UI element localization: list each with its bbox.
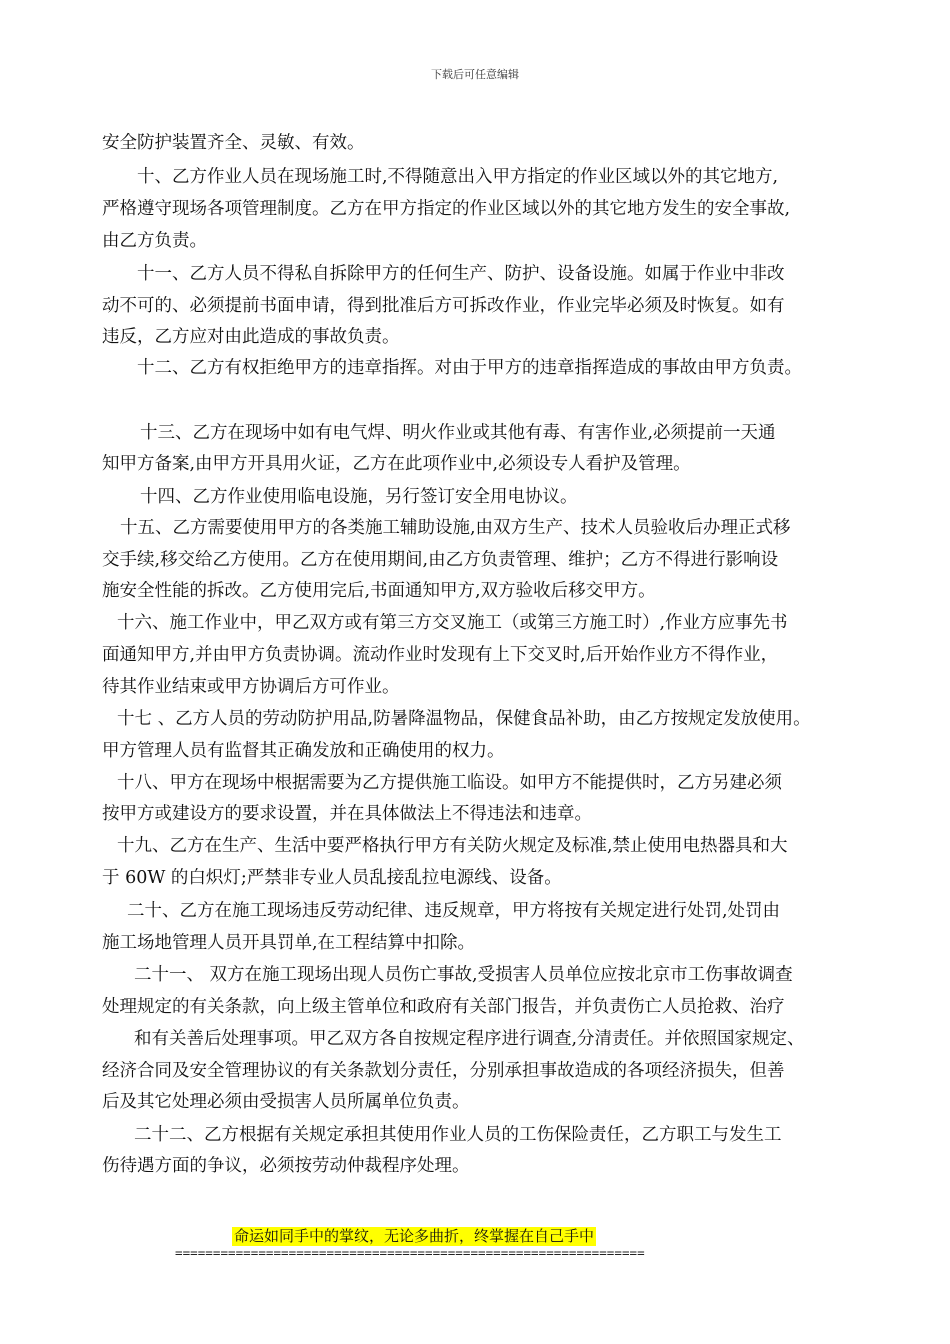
body-line: 于 60W 的白炽灯;严禁非专业人员乱接乱拉电源线、设备。	[102, 868, 562, 888]
body-line: 伤待遇方面的争议，必须按劳动仲裁程序处理。	[102, 1156, 470, 1176]
body-line: 和有关善后处理事项。甲乙双方各自按规定程序进行调查,分清责任。并依照国家规定、	[134, 1029, 805, 1049]
body-line: 后及其它处理必须由受损害人员所属单位负责。	[102, 1092, 470, 1112]
body-line: 十九、乙方在生产、生活中要严格执行甲方有关防火规定及标准,禁止使用电热器具和大	[117, 836, 788, 856]
body-line: 按甲方或建设方的要求设置，并在具体做法上不得违法和违章。	[102, 804, 592, 824]
body-line: 施工场地管理人员开具罚单,在工程结算中扣除。	[102, 933, 476, 953]
body-line: 施安全性能的拆改。乙方使用完后,书面通知甲方,双方验收后移交甲方。	[102, 581, 656, 601]
body-line: 十七 、乙方人员的劳动防护用品,防暑降温物品，保健食品补助，由乙方按规定发放使用。	[117, 709, 811, 729]
body-line: 十八、甲方在现场中根据需要为乙方提供施工临设。如甲方不能提供时，乙方另建必须	[117, 773, 782, 793]
body-line: 二十、乙方在施工现场违反劳动纪律、违反规章，甲方将按有关规定进行处罚,处罚由	[127, 901, 781, 921]
body-line: 十二、乙方有权拒绝甲方的违章指挥。对由于甲方的违章指挥造成的事故由甲方负责。	[137, 358, 802, 378]
body-line: 动不可的、必须提前书面申请，得到批准后方可拆改作业，作业完毕必须及时恢复。如有	[102, 296, 785, 316]
body-line: 十五、乙方需要使用甲方的各类施工辅助设施,由双方生产、技术人员验收后办理正式移	[120, 518, 791, 538]
body-line: 二十一、 双方在施工现场出现人员伤亡事故,受损害人员单位应按北京市工伤事故调查	[134, 965, 793, 985]
page-header-note: 下载后可任意编辑	[431, 68, 519, 81]
footer-divider: ==============================================================	[175, 1245, 645, 1260]
body-line: 安全防护装置齐全、灵敏、有效。	[102, 133, 365, 153]
body-line: 违反，乙方应对由此造成的事故负责。	[102, 327, 400, 347]
body-line: 二十二、乙方根据有关规定承担其使用作业人员的工伤保险责任，乙方职工与发生工	[134, 1125, 782, 1145]
body-line: 十、乙方作业人员在现场施工时,不得随意出入甲方指定的作业区域以外的其它地方,	[137, 167, 779, 187]
body-line: 知甲方备案,由甲方开具用火证，乙方在此项作业中,必须设专人看护及管理。	[102, 454, 691, 474]
body-line: 经济合同及安全管理协议的有关条款划分责任，分别承担事故造成的各项经济损失，但善	[102, 1061, 785, 1081]
body-line: 处理规定的有关条款，向上级主管单位和政府有关部门报告，并负责伤亡人员抢救、治疗	[102, 997, 785, 1017]
body-line: 十四、乙方作业使用临电设施，另行签订安全用电协议。	[140, 487, 578, 507]
body-line: 面通知甲方,并由甲方负责协调。流动作业时发现有上下交叉时,后开始作业方不得作业，	[102, 645, 779, 665]
body-line: 交手续,移交给乙方使用。乙方在使用期间,由乙方负责管理、维护；乙方不得进行影响设	[102, 550, 779, 570]
body-line: 十六、施工作业中，甲乙双方或有第三方交叉施工（或第三方施工时）,作业方应事先书	[117, 613, 788, 633]
footer-quote: 命运如同手中的掌纹，无论多曲折，终掌握在自己手中	[234, 1227, 595, 1245]
body-line: 严格遵守现场各项管理制度。乙方在甲方指定的作业区域以外的其它地方发生的安全事故,	[102, 199, 791, 219]
body-line: 待其作业结束或甲方协调后方可作业。	[102, 677, 400, 697]
body-line: 由乙方负责。	[102, 231, 207, 251]
body-line: 十一、乙方人员不得私自拆除甲方的任何生产、防护、设备设施。如属于作业中非改	[137, 264, 785, 284]
body-line: 甲方管理人员有监督其正确发放和正确使用的权力。	[102, 741, 505, 761]
body-line: 十三、乙方在现场中如有电气焊、明火作业或其他有毒、有害作业,必须提前一天通	[140, 423, 776, 443]
